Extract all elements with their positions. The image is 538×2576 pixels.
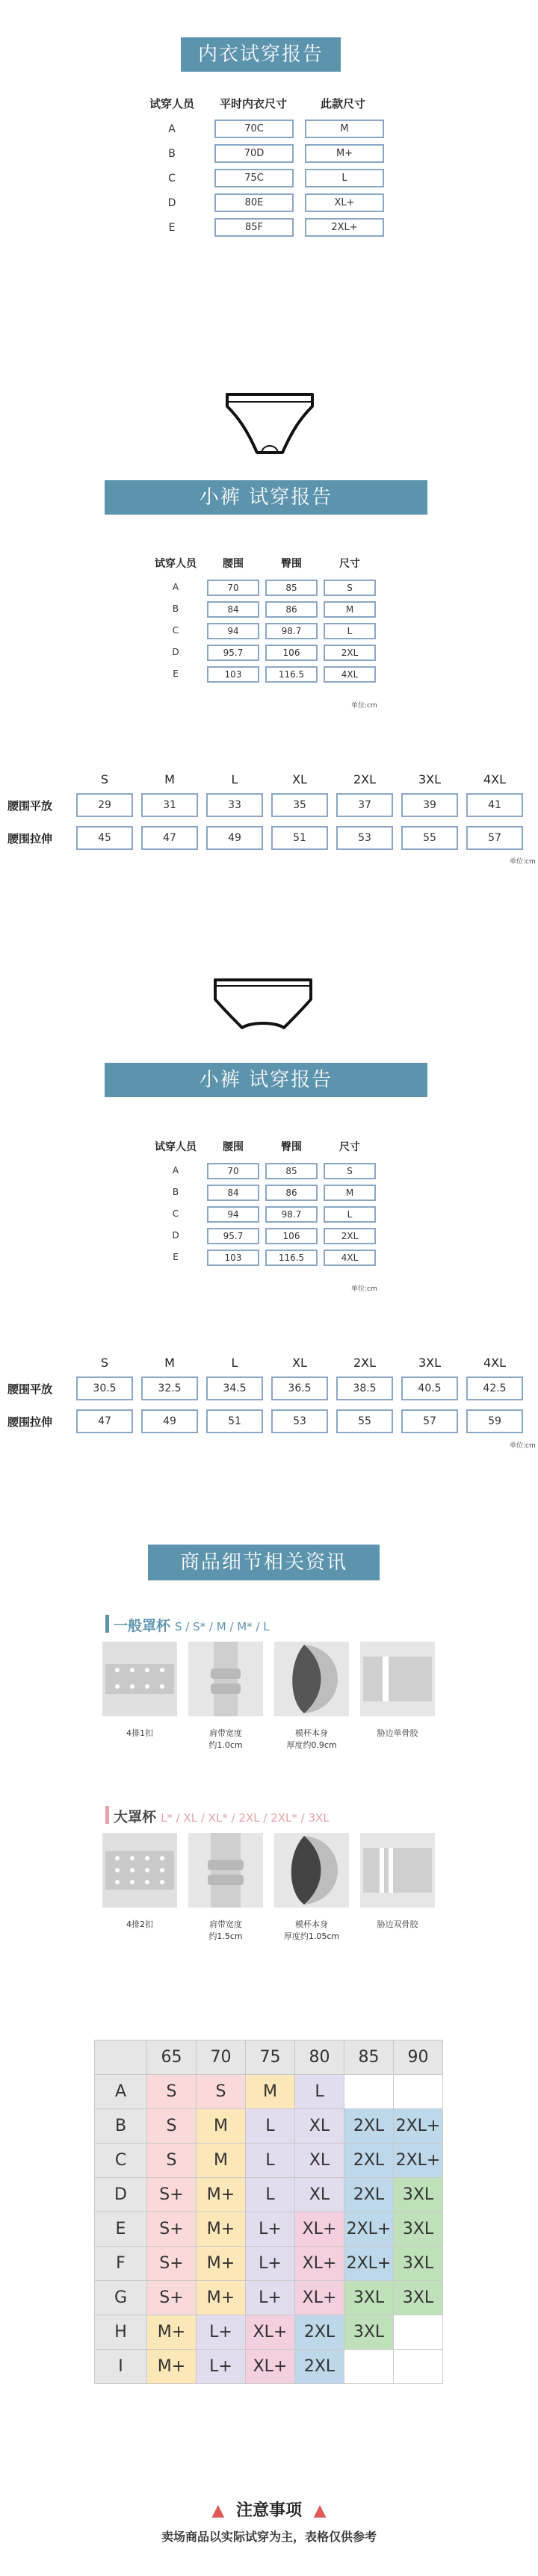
panty1-hip: 98.7 [265, 623, 318, 639]
panty2-waist: 70 [207, 1163, 259, 1179]
table-header-row [95, 2040, 443, 2075]
bra-usual-size: 80E [214, 193, 294, 212]
size-cell: L+ [197, 2350, 246, 2384]
panty2-size-header: XL [292, 1356, 307, 1370]
size-cell: 2XL+ [394, 2109, 443, 2144]
panty2-size-header: M [164, 1356, 175, 1370]
panty1-waist: 70 [207, 580, 259, 596]
large-cup-accent-bar [105, 1806, 109, 1824]
panty2-size-header: 3XL [418, 1356, 442, 1370]
panty1-unit: 单位:cm [351, 702, 377, 710]
panty2-chart-cell: 51 [206, 1409, 263, 1433]
panty2-unit: 单位:cm [351, 1285, 377, 1293]
table-row [95, 2075, 443, 2109]
strap-icon [188, 1642, 263, 1716]
notice-title: 注意事项 [235, 2501, 302, 2520]
size-cell: M+ [147, 2315, 197, 2350]
large-caption-cup: 模杯本身 厚度约1.05cm [283, 1919, 340, 1941]
panty1-size: 2XL [324, 645, 376, 661]
size-cell: XL+ [295, 2247, 344, 2281]
size-cell: L+ [246, 2281, 295, 2315]
size-cell: S [147, 2144, 197, 2178]
regular-hook-image [102, 1642, 177, 1716]
size-cell: XL+ [246, 2350, 295, 2384]
hook-eye-icon [102, 1642, 177, 1716]
panty1-chart-cell: 37 [336, 793, 393, 817]
regular-cup-sizes: S / S* / M / M* / L [175, 1620, 270, 1633]
panty1-chart-cell: 33 [206, 793, 263, 817]
size-cell: L+ [197, 2315, 246, 2350]
panty1-chart-cell: 51 [271, 826, 328, 850]
panty2-chart-cell: 36.5 [271, 1377, 328, 1400]
large-side-bone-image [360, 1833, 435, 1908]
cup-header: D [95, 2178, 147, 2212]
band-header: 65 [147, 2040, 197, 2075]
table-row [95, 2281, 443, 2315]
panty2-chart-cell: 49 [141, 1409, 198, 1433]
size-cell [394, 2075, 443, 2109]
size-cell: M+ [147, 2350, 197, 2384]
size-cell: S+ [147, 2281, 197, 2315]
panty2-size-header: 2XL [353, 1356, 377, 1370]
panty2-size: S [324, 1163, 376, 1179]
panty1-waist: 94 [207, 623, 259, 639]
panty2-person: E [173, 1252, 179, 1262]
regular-caption-side: 胁边单骨胶 [377, 1728, 418, 1738]
panty2-size: L [324, 1206, 376, 1223]
bra-usual-size: 75C [214, 169, 294, 187]
panty2-chart-cell: 34.5 [206, 1377, 263, 1400]
strap-icon [188, 1833, 263, 1908]
hook-eye-icon [102, 1833, 177, 1908]
panty2-title: 小裤 试穿报告 [105, 1063, 427, 1097]
bra-usual-size: 85F [214, 218, 294, 237]
panty1-chart-cell: 35 [271, 793, 328, 817]
panty1-chart-row-label: 腰围拉伸 [7, 832, 53, 845]
panty1-size-header: L [231, 772, 238, 786]
size-cell: 3XL [344, 2315, 394, 2350]
notice-text: 卖场商品以实际试穿为主，表格仅供参考 [161, 2530, 377, 2544]
header-waist: 腰围 [223, 1141, 244, 1153]
cup-icon [274, 1833, 349, 1908]
size-cell: 3XL [394, 2212, 443, 2247]
size-cell: XL+ [295, 2281, 344, 2315]
panty2-chart-cell: 47 [76, 1409, 133, 1433]
size-cell: L [295, 2075, 344, 2109]
panty1-size: M [324, 601, 376, 618]
size-cell: 2XL [295, 2315, 344, 2350]
panty1-hip: 85 [265, 580, 318, 596]
band-header: 70 [197, 2040, 246, 2075]
size-cell [344, 2075, 394, 2109]
cup-header: I [95, 2350, 147, 2384]
size-cell: L [246, 2109, 295, 2144]
warning-icon: ▲ [211, 2501, 225, 2520]
bra-this-size: 2XL+ [305, 218, 384, 237]
panty1-chart-cell: 57 [466, 826, 523, 850]
size-cell: 2XL+ [344, 2247, 394, 2281]
header-person: 试穿人员 [155, 558, 197, 570]
size-cell: M+ [197, 2178, 246, 2212]
panty1-size: L [324, 623, 376, 639]
regular-side-bone-image [360, 1642, 435, 1716]
header-person: 试穿人员 [155, 1141, 197, 1153]
regular-cup-accent-bar [105, 1615, 109, 1633]
panty1-title: 小裤 试穿报告 [105, 480, 427, 515]
cup-header: E [95, 2212, 147, 2247]
side-bone-icon [360, 1833, 435, 1908]
panty2-chart-cell: 38.5 [336, 1377, 393, 1400]
panty1-chart-cell: 55 [401, 826, 458, 850]
panty1-size: 4XL [324, 666, 376, 683]
size-cell: L [246, 2178, 295, 2212]
header-size: 尺寸 [339, 558, 360, 570]
table-row [95, 2315, 443, 2350]
large-cup-sizes: L* / XL / XL* / 2XL / 2XL* / 3XL [161, 1811, 330, 1825]
panty2-hip: 85 [265, 1163, 318, 1179]
size-cell: S [147, 2075, 197, 2109]
panty2-size-header: L [231, 1356, 238, 1370]
bra-usual-size: 70D [214, 144, 294, 163]
notice-heading [172, 2498, 366, 2521]
bra-this-size: L [305, 169, 384, 187]
size-cell: 2XL [295, 2350, 344, 2384]
side-bone-icon [360, 1642, 435, 1716]
panty2-chart-cell: 55 [336, 1409, 393, 1433]
cup-header: H [95, 2315, 147, 2350]
panty1-waist: 103 [207, 666, 259, 683]
size-cell: XL [295, 2109, 344, 2144]
regular-cup-label: 一般罩杯 [114, 1618, 171, 1634]
panty2-size: M [324, 1185, 376, 1201]
panty2-waist: 95.7 [207, 1228, 259, 1244]
size-cell: 2XL [344, 2144, 394, 2178]
bra-person: C [168, 173, 176, 184]
header-usual-size: 平时内衣尺寸 [219, 97, 287, 111]
band-header: 90 [394, 2040, 443, 2075]
panty2-size-header: 4XL [483, 1356, 507, 1370]
panty1-person: B [172, 603, 179, 614]
panty2-person: C [172, 1208, 179, 1219]
panty2-chart-unit: 单位:cm [510, 1442, 536, 1450]
panty2-chart-cell: 42.5 [466, 1377, 523, 1400]
warning-icon: ▲ [313, 2501, 327, 2520]
header-person: 试穿人员 [149, 97, 194, 111]
size-cell: 3XL [394, 2281, 443, 2315]
panty2-size: 4XL [324, 1250, 376, 1266]
header-waist: 腰围 [223, 558, 244, 570]
corner-cell [95, 2040, 147, 2075]
panty2-hip: 86 [265, 1185, 318, 1201]
table-row [95, 2109, 443, 2144]
size-cell: M [197, 2144, 246, 2178]
table-row [95, 2144, 443, 2178]
panty1-size-header: 2XL [353, 772, 377, 786]
panty2-waist: 103 [207, 1250, 259, 1266]
size-cell: M [246, 2075, 295, 2109]
panty2-waist: 84 [207, 1185, 259, 1201]
regular-cup-image [274, 1642, 349, 1716]
size-cell [394, 2315, 443, 2350]
panty1-hip: 106 [265, 645, 318, 661]
panty2-hip: 116.5 [265, 1250, 318, 1266]
bra-report-title: 内衣试穿报告 [181, 37, 341, 72]
size-cell: M+ [197, 2212, 246, 2247]
table-row [95, 2212, 443, 2247]
panty2-person: A [172, 1165, 179, 1176]
table-row [95, 2178, 443, 2212]
panty1-waist: 84 [207, 601, 259, 618]
panty2-chart-cell: 30.5 [76, 1377, 133, 1400]
panty1-chart-cell: 47 [141, 826, 198, 850]
bra-this-size: XL+ [305, 193, 384, 212]
bra-person: D [167, 197, 176, 209]
panty1-chart-cell: 49 [206, 826, 263, 850]
size-cell: XL [295, 2178, 344, 2212]
panty1-person: C [172, 625, 179, 636]
regular-cup-heading [114, 1615, 270, 1635]
size-cell: S [197, 2075, 246, 2109]
size-cell: S+ [147, 2178, 197, 2212]
panty1-person: E [173, 668, 179, 679]
size-cell: L [246, 2144, 295, 2178]
panty2-hip: 98.7 [265, 1206, 318, 1223]
briefs-icon [224, 391, 315, 457]
panty2-size: 2XL [324, 1228, 376, 1244]
boyshorts-icon [212, 977, 314, 1031]
panty1-hip: 86 [265, 601, 318, 618]
table-row [95, 2350, 443, 2384]
panty2-size-header: S [100, 1356, 109, 1370]
size-cell: 2XL [344, 2178, 394, 2212]
panty1-waist: 95.7 [207, 645, 259, 661]
size-cell: S+ [147, 2212, 197, 2247]
size-cell: L+ [246, 2247, 295, 2281]
panty2-chart-cell: 59 [466, 1409, 523, 1433]
large-caption-hook: 4排2扣 [126, 1919, 153, 1929]
size-cell: 2XL [344, 2109, 394, 2144]
panty1-size: S [324, 580, 376, 596]
size-cell: XL+ [246, 2315, 295, 2350]
panty1-chart-cell: 53 [336, 826, 393, 850]
size-cell: S [147, 2109, 197, 2144]
bra-person: A [168, 123, 176, 135]
panty1-hip: 116.5 [265, 666, 318, 683]
panty2-chart-cell: 32.5 [141, 1377, 198, 1400]
size-cell: M+ [197, 2281, 246, 2315]
panty2-chart-cell: 57 [401, 1409, 458, 1433]
cup-header: B [95, 2109, 147, 2144]
panty1-size-header: XL [292, 772, 307, 786]
cup-header: C [95, 2144, 147, 2178]
panty2-chart-row-label: 腰围平放 [7, 1382, 53, 1396]
panty1-person: A [172, 582, 179, 592]
large-cup-label: 大罩杯 [114, 1809, 157, 1825]
size-cell: 2XL+ [344, 2212, 394, 2247]
panty1-chart-cell: 31 [141, 793, 198, 817]
header-hip: 臀围 [281, 1141, 302, 1153]
header-hip: 臀围 [281, 558, 302, 570]
header-size: 尺寸 [339, 1141, 360, 1153]
regular-caption-strap: 肩带宽度 约1.0cm [208, 1728, 243, 1750]
details-title: 商品细节相关资讯 [148, 1545, 380, 1580]
band-header: 75 [246, 2040, 295, 2075]
cup-header: A [95, 2075, 147, 2109]
panty2-waist: 94 [207, 1206, 259, 1223]
size-cell [394, 2350, 443, 2384]
size-cell: S+ [147, 2247, 197, 2281]
large-cup-image [274, 1833, 349, 1908]
large-hook-image [102, 1833, 177, 1908]
bra-person: E [168, 222, 176, 234]
cup-icon [274, 1642, 349, 1716]
bra-this-size: M+ [305, 144, 384, 163]
panty2-hip: 106 [265, 1228, 318, 1244]
panty2-chart-cell: 53 [271, 1409, 328, 1433]
panty1-chart-cell: 29 [76, 793, 133, 817]
regular-strap-image [188, 1642, 263, 1716]
bra-person: B [168, 148, 176, 160]
header-this-size: 此款尺寸 [320, 97, 365, 111]
size-cell: L+ [246, 2212, 295, 2247]
bra-usual-size: 70C [214, 120, 294, 138]
size-cell: XL+ [295, 2212, 344, 2247]
cup-header: F [95, 2247, 147, 2281]
panty1-size-header: 3XL [418, 772, 442, 786]
band-header: 80 [295, 2040, 344, 2075]
panty1-size-header: 4XL [483, 772, 507, 786]
band-header: 85 [344, 2040, 394, 2075]
table-row [95, 2247, 443, 2281]
panty2-chart-row-label: 腰围拉伸 [7, 1415, 53, 1429]
panty1-person: D [172, 647, 179, 657]
panty1-size-header: S [100, 772, 109, 786]
panty2-chart-cell: 40.5 [401, 1377, 458, 1400]
large-cup-heading [114, 1806, 330, 1826]
size-recommendation-table [94, 2040, 443, 2384]
bra-this-size: M [305, 120, 384, 138]
panty1-chart-cell: 45 [76, 826, 133, 850]
panty2-person: D [172, 1230, 179, 1241]
large-caption-side: 胁边双骨胶 [377, 1919, 418, 1929]
size-cell: 2XL+ [394, 2144, 443, 2178]
panty1-chart-unit: 单位:cm [510, 858, 536, 866]
size-cell: 3XL [344, 2281, 394, 2315]
panty1-chart-cell: 41 [466, 793, 523, 817]
large-caption-strap: 肩带宽度 约1.5cm [208, 1919, 243, 1941]
size-cell: XL [295, 2144, 344, 2178]
panty1-chart-cell: 39 [401, 793, 458, 817]
size-cell: 3XL [394, 2178, 443, 2212]
large-strap-image [188, 1833, 263, 1908]
size-cell [344, 2350, 394, 2384]
regular-caption-hook: 4排1扣 [126, 1728, 153, 1738]
regular-caption-cup: 模杯本身 厚度约0.9cm [286, 1728, 337, 1750]
panty1-chart-row-label: 腰围平放 [7, 799, 53, 813]
panty2-person: B [172, 1187, 179, 1197]
size-cell: 3XL [394, 2247, 443, 2281]
panty1-size-header: M [164, 772, 175, 786]
cup-header: G [95, 2281, 147, 2315]
size-cell: M [197, 2109, 246, 2144]
size-cell: M+ [197, 2247, 246, 2281]
